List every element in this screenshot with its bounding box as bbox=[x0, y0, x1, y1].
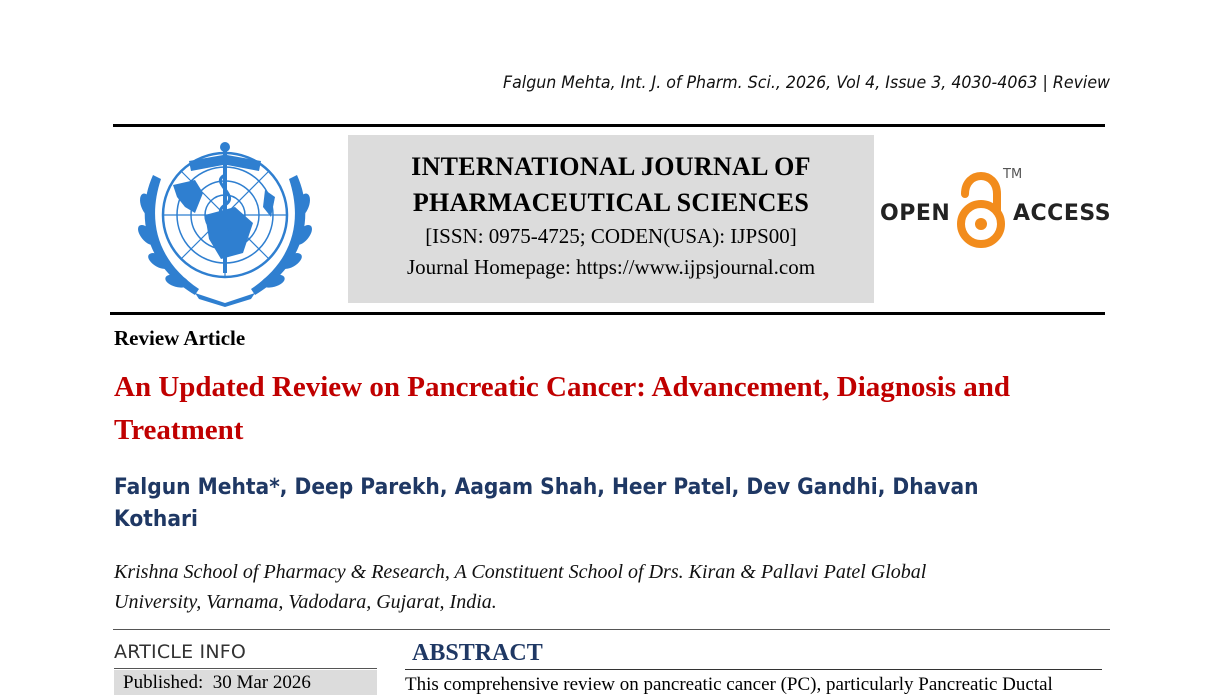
section-divider bbox=[113, 629, 1110, 630]
journal-name-line2: PHARMACEUTICAL SCIENCES bbox=[412, 188, 810, 217]
article-info-rule bbox=[114, 668, 377, 669]
article-info-box bbox=[114, 670, 377, 695]
article-title: An Updated Review on Pancreatic Cancer: Advancement, Diagnosis and Treatment bbox=[114, 371, 1011, 446]
authors-line1: Falgun Mehta*, Deep Parekh, Aagam Shah, Heer Patel, Dev Gandhi, Dhavan bbox=[114, 475, 979, 500]
published-date: Published: 30 Mar 2026 bbox=[123, 672, 311, 693]
open-lock-icon bbox=[955, 164, 1007, 250]
abstract-heading: ABSTRACT bbox=[412, 640, 543, 666]
affiliation bbox=[114, 557, 1114, 617]
journal-emblem-icon bbox=[125, 135, 325, 307]
open-access-logo bbox=[880, 160, 1110, 255]
journal-masthead bbox=[348, 135, 874, 303]
running-header: Falgun Mehta, Int. J. of Pharm. Sci., 2026, Vol 4, Issue 3, 4030-4063 | Review bbox=[503, 73, 1110, 93]
affiliation-line1: Krishna School of Pharmacy & Research, A Constituent School of Drs. Kiran & Pallavi Patel Global bbox=[114, 561, 927, 583]
abstract-rule bbox=[405, 669, 1102, 670]
abstract-text: This comprehensive review on pancreatic cancer (PC), particularly Pancreatic Ductal bbox=[405, 674, 1053, 695]
journal-issn: [ISSN: 0975-4725; CODEN(USA): IJPS00] bbox=[425, 224, 797, 248]
trademark-mark: TM bbox=[1003, 167, 1023, 182]
open-access-open-text: OPEN bbox=[880, 201, 951, 226]
header-bottom-rule bbox=[110, 312, 1105, 315]
article-info-heading: ARTICLE INFO bbox=[114, 641, 247, 663]
author-list bbox=[114, 472, 1034, 536]
journal-name-line1: INTERNATIONAL JOURNAL OF bbox=[411, 152, 811, 181]
open-access-access-text: ACCESS bbox=[1013, 201, 1112, 226]
journal-homepage: Journal Homepage: https://www.ijpsjournal.com bbox=[406, 255, 816, 279]
authors-line2: Kothari bbox=[114, 507, 198, 532]
journal-name bbox=[348, 149, 874, 221]
article-type: Review Article bbox=[114, 326, 246, 350]
header-top-rule bbox=[113, 124, 1105, 127]
affiliation-line2: University, Varnama, Vadodara, Gujarat, India. bbox=[114, 591, 497, 613]
